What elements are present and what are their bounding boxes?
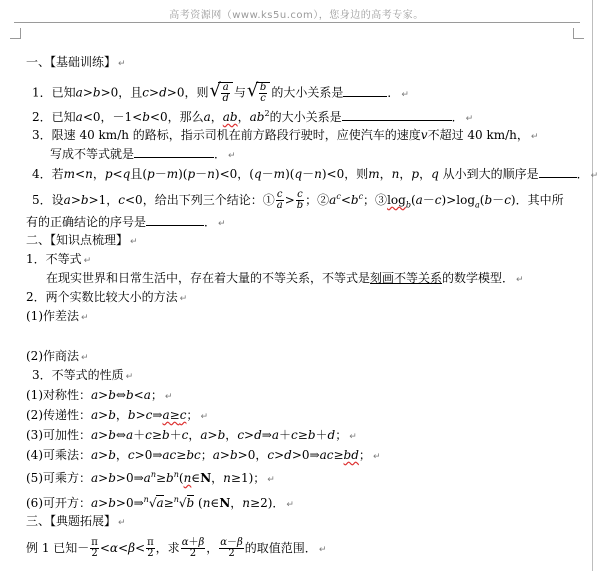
section-basic-training: 一、【基础训练】 ↵ <box>26 55 126 69</box>
answer-blank[interactable] <box>134 146 214 158</box>
crop-mark-left <box>10 28 21 39</box>
property-multiplication: (4)可乘法：a>b，c>0⇒ac≥bc；a>b>0，c>d>0⇒ac≥bd； ↵ <box>26 448 381 462</box>
property-root: (6)可开方：a>b>0⇒$^n$√a≥$^n$√b (n∈N，n≥2)． ↵ <box>26 495 294 510</box>
answer-blank[interactable] <box>539 166 577 178</box>
knowledge-1-title: 1．不等式 ↵ <box>26 252 92 266</box>
method-quotient: (2)作商法 ↵ <box>26 349 89 363</box>
answer-blank[interactable] <box>342 109 452 121</box>
knowledge-1-text: 在现实世界和日常生活中，存在着大量的不等关系，不等式是刻画不等关系的数学模型． ↵ <box>46 271 524 285</box>
page-header: 高考资源网（www.ks5u.com），您身边的高考专家。 <box>169 10 424 21</box>
section-extension: 三、【典题拓展】 ↵ <box>26 514 126 528</box>
method-difference: (1)作差法 ↵ <box>26 309 89 323</box>
question-4: 4．若m<n，p<q且(p－m)(p－n)<0，(q－m)(q－n)<0，则m，n，p，q 从小到大的顺序是 ． ↵ <box>32 167 598 181</box>
property-power: (5)可乘方：$a>b>0\Rightarrow a^n\ge b^n(n\in N$，n≥1)； ↵ <box>26 470 275 485</box>
question-5: 5．设a>b>1，c<0，给出下列三个结论：① $\frac{c}{a}$ > $\frac{c}{b}$ ；$②a^c<b^c$；$③\log_b(a-c)>\log_a(b-c)$．其中所 <box>32 189 564 211</box>
answer-blank[interactable] <box>146 214 204 226</box>
property-symmetry: (1)对称性：a>b⇔b<a； ↵ <box>26 388 173 402</box>
knowledge-3-title: 3．不等式的性质 ↵ <box>32 368 134 382</box>
crop-mark-right <box>573 28 584 39</box>
answer-blank[interactable] <box>343 85 387 97</box>
property-addition: (3)可加性：a>b⇔a＋c≥b＋c，a>b，c>d⇒a＋c≥b＋d； ↵ <box>26 428 357 442</box>
question-3-line-2: 写成不等式就是 ． ↵ <box>50 147 236 161</box>
question-1: 1．已知a>b>0，且c>d>0，则 √ $\frac{a}{d}$ 与 √ $\frac{b}{c}$ 的大小关系是 ． ↵ <box>32 80 409 104</box>
radical-b-over-c: √ $\frac{b}{c}$ <box>247 82 270 104</box>
header-rule <box>14 22 580 23</box>
question-3: 3．限速 40 km/h 的路标，指示司机在前方路段行驶时，应使汽车的速度v不超过 40 km/h， ↵ <box>32 128 539 142</box>
question-5-line-2: 有的正确结论的序号是 ． ↵ <box>26 215 226 229</box>
section-knowledge: 二、【知识点梳理】 ↵ <box>26 233 138 247</box>
property-transitivity: (2)传递性：a>b，b>c⇒a≥c； ↵ <box>26 408 208 422</box>
radical-a-over-d: √ $\frac{a}{d}$ <box>209 82 232 104</box>
question-2: 2．已知a<0，－1<b<0，那么a，ab，$ab^2$的大小关系是 ． ↵ <box>32 109 474 124</box>
example-1: 例 1 已知－ $\frac{\pi}{2}$ <α<β< $\frac{\pi}{2}$ ，求 $\frac{\alpha+\beta}{2}$ ， $\frac{\alpha-\beta}{2}$ 的取值范围． ↵ <box>26 537 327 559</box>
knowledge-2-title: 2．两个实数比较大小的方法 ↵ <box>26 290 188 304</box>
